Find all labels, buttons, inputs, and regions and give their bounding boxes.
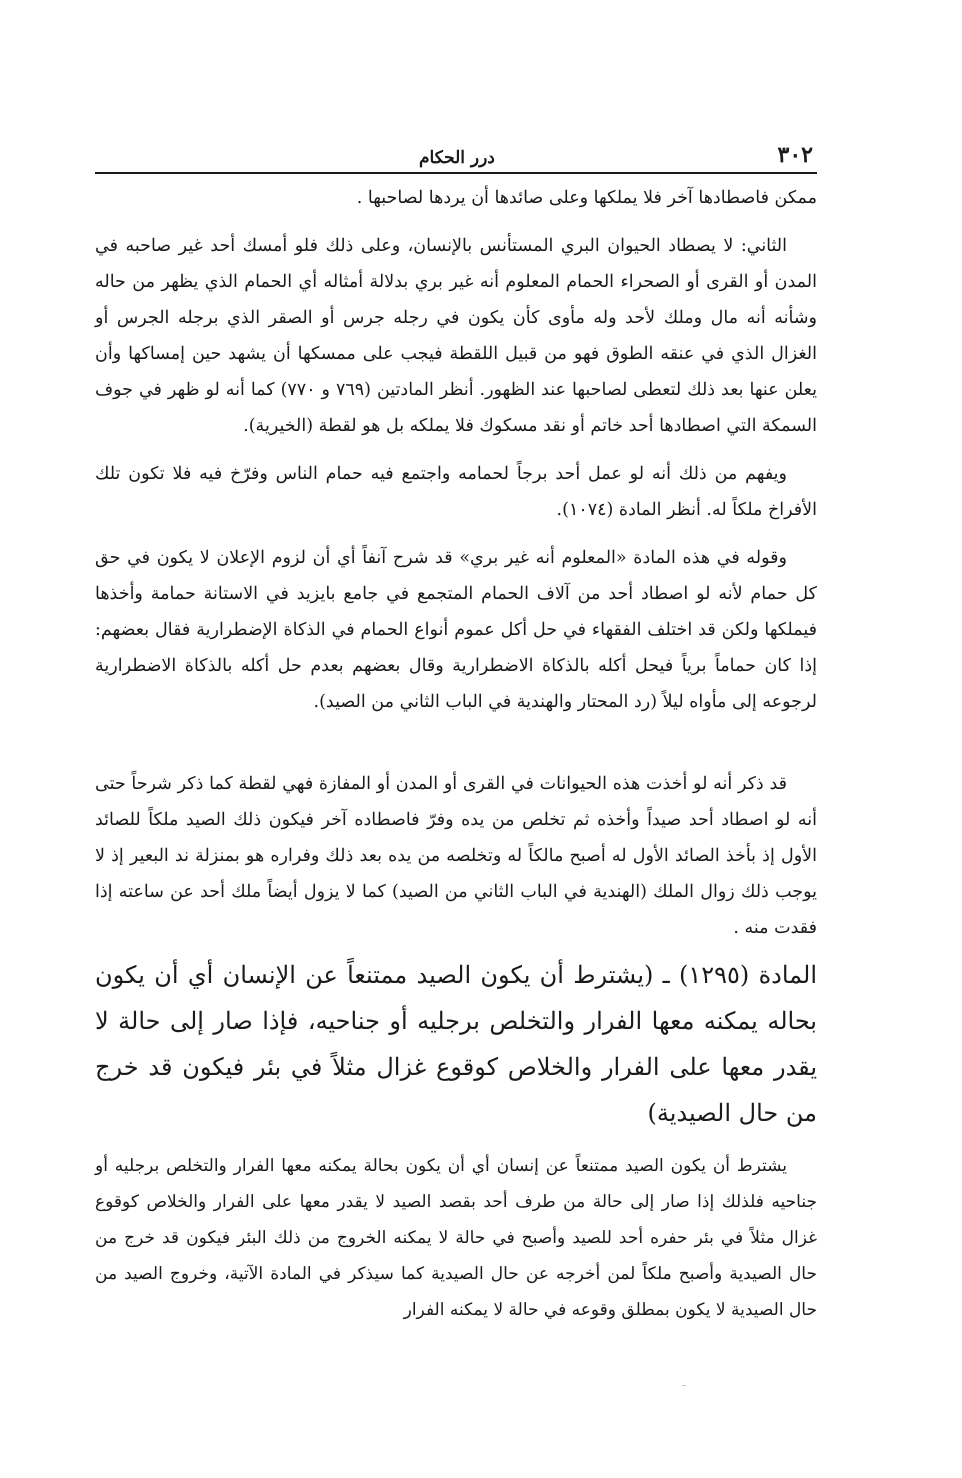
paragraph-pigeon-tower: ويفهم من ذلك أنه لو عمل أحد برجاً لحمامه واجتمع فيه حمام الناس وفرّخ فيه فلا تكون تلك الأفراخ ملكاً له. أنظر المادة (١٠٧٤).: [95, 464, 817, 520]
spacer: [95, 216, 817, 228]
page-number: ٣٠٢: [777, 142, 813, 168]
paragraph-continuation: ممكن فاصطادها آخر فلا يملكها وعلى صائدها أن يردها لصاحبها .: [356, 188, 817, 208]
running-title: درر الحكام: [419, 148, 495, 168]
spacer: [95, 720, 817, 766]
page-header: [95, 140, 817, 174]
spacer: [95, 444, 817, 456]
spacer: [95, 528, 817, 540]
paragraph-second-point: الثاني: لا يصطاد الحيوان البري المستأنس بالإنسان، وعلى ذلك فلو أمسك أحد غير صاحبه في المدن أو القرى أو الصحراء الحمام المعلوم أنه غير بري بدلالة أمثاله أي الحمام الذي يظهر من حاله وشأنه أنه مال وملك لأحد وله مأوى كأن يكون في رجله جرس أو الصقر الذي برجله الجرس أو الغزال الذي في عنقه الطوق فهو من قبيل اللقطة فيجب على ممسكها أن يشهد حين إمساكها وأن يعلن عنها بعد ذلك لتعطى لصاحبها عند الظهور. أنظر المادتين (٧٦٩ و ٧٧٠) كما أنه لو ظهر في جوف السمكة التي اصطادها أحد خاتم أو نقد مسكوك فلا يملكه بل هو لقطة (الخيرية).: [95, 236, 817, 436]
book-page: [95, 140, 817, 1328]
paragraph-lost-game: قد ذكر أنه لو أخذت هذه الحيوانات في القرى أو المدن أو المفازة فهي لقطة كما ذكر شرحاً حتى أنه لو اصطاد أحد صيداً وأخذه ثم تخلص من يده وفرّ فاصطاده آخر فيكون ذلك الصيد ملكاً للصائد الأول إذ بأخذ الصائد الأول له أصبح مالكاً له وتخلصه من يده بعد ذلك وفراره هو بمنزلة ند البعير إذ لا يوجب ذلك زوال الملك (الهندية في الباب الثاني من الصيد) كما لا يزول أيضاً ملك أحد عن ساعته إذا فقدت منه .: [95, 774, 817, 938]
article-commentary: يشترط أن يكون الصيد ممتنعاً عن إنسان أي أن يكون بحالة يمكنه معها الفرار والتخلص برجليه أو جناحيه فلذلك إذا صار إلى حالة من طرف أحد بقصد الصيد لا يقدر معها على الفرار والخلاص كوقوع غزال مثلاً في بئر حفره أحد للصيد وأصبح في حالة لا يمكنه الخروج من ذلك البئر فيكون قد خرج من حال الصيدية وأصبح ملكاً لمن أخرجه عن حال الصيدية كما سيذكر في المادة الآتية، وخروج الصيد من حال الصيدية لا يكون بمطلق وقوعه في حالة لا يمكنه الفرار: [95, 1156, 817, 1320]
margin-mark: [682, 1385, 686, 1386]
article-1295: المادة (١٢٩٥) ـ (يشترط أن يكون الصيد ممتنعاً عن الإنسان أي أن يكون بحاله يمكنه معها الفرار والتخلص برجليه أو جناحيه، فإذا صار إلى حالة لا يقدر معها على الفرار والخلاص كوقوع غزال مثلاً في بئر فيكون قد خرج من حال الصيدية): [95, 961, 818, 1127]
paragraph-not-wild: وقوله في هذه المادة «المعلوم أنه غير بري» قد شرح آنفاً أي أن لزوم الإعلان لا يكون في حق كل حمام لأنه لو اصطاد أحد من آلاف الحمام المتجمع في جامع بايزيد في الاستانة حمامة وأخذها فيملكها ولكن قد اختلف الفقهاء في حل أكل عموم أنواع الحمام في الذكاة الإضطرارية فقال بعضهم: إذا كان حماماً برياً فيحل أكله بالذكاة الاضطرارية وقال بعضهم بعدم حل أكله بالذكاة الاضطرارية لرجوعه إلى مأواه ليلاً (رد المحتار والهندية في الباب الثاني من الصيد).: [95, 548, 817, 712]
